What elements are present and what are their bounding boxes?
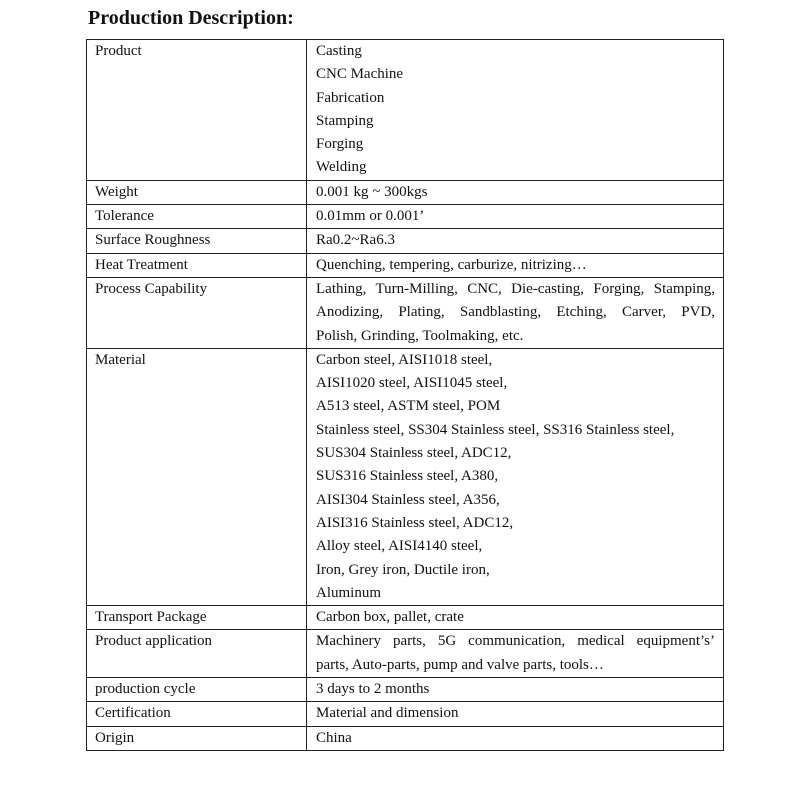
value-line: Iron, Grey iron, Ductile iron, <box>316 561 490 578</box>
row-label: Transport Package <box>87 606 307 630</box>
table-row <box>87 180 724 204</box>
page-title: Production Description: <box>88 7 294 29</box>
table-row <box>87 702 724 726</box>
value-line: Forging <box>316 136 364 153</box>
value-line: AISI316 Stainless steel, ADC12, <box>316 514 514 531</box>
row-value <box>307 180 724 204</box>
table-row <box>87 630 724 678</box>
row-label: Surface Roughness <box>87 229 307 253</box>
spec-table <box>86 39 724 751</box>
row-value <box>307 229 724 253</box>
value-line: Material and dimension <box>316 705 459 722</box>
value-line: Ra0.2~Ra6.3 <box>316 232 395 249</box>
spec-table-body <box>87 40 724 751</box>
value-line: parts, Auto-parts, pump and valve parts, tools… <box>316 656 604 673</box>
row-value <box>307 606 724 630</box>
row-value <box>307 702 724 726</box>
value-line: Polish, Grinding, Toolmaking, etc. <box>316 327 524 344</box>
value-line: Lathing, Turn-Milling, CNC, Die-casting, Forging, Stamping, <box>316 280 715 297</box>
table-row <box>87 205 724 229</box>
row-value <box>307 726 724 750</box>
row-value <box>307 205 724 229</box>
value-line: SUS316 Stainless steel, A380, <box>316 468 499 485</box>
row-value <box>307 678 724 702</box>
row-label: Process Capability <box>87 277 307 348</box>
row-label: Product <box>87 40 307 181</box>
row-value <box>307 348 724 605</box>
table-row <box>87 726 724 750</box>
value-line: CNC Machine <box>316 66 404 83</box>
row-label: Heat Treatment <box>87 253 307 277</box>
row-value <box>307 253 724 277</box>
value-line: Alloy steel, AISI4140 steel, <box>316 538 483 555</box>
table-row <box>87 606 724 630</box>
row-label: Tolerance <box>87 205 307 229</box>
value-line: Casting <box>316 43 362 59</box>
value-line: A513 steel, ASTM steel, POM <box>316 398 501 415</box>
value-line: Aluminum <box>316 584 382 601</box>
row-value <box>307 277 724 348</box>
row-value <box>307 40 724 181</box>
table-row <box>87 678 724 702</box>
value-line: Welding <box>316 159 367 176</box>
value-line: AISI304 Stainless steel, A356, <box>316 491 500 508</box>
table-row <box>87 229 724 253</box>
row-label: Weight <box>87 180 307 204</box>
row-label: Certification <box>87 702 307 726</box>
value-line: SUS304 Stainless steel, ADC12, <box>316 445 512 462</box>
row-label: Product application <box>87 630 307 678</box>
value-line: AISI1020 steel, AISI1045 steel, <box>316 375 508 392</box>
table-row <box>87 40 724 181</box>
value-line: China <box>316 729 352 746</box>
value-line: Fabrication <box>316 89 385 106</box>
value-line: 3 days to 2 months <box>316 681 430 698</box>
table-row <box>87 253 724 277</box>
value-line: Quenching, tempering, carburize, nitrizing… <box>316 256 587 273</box>
value-line: Stainless steel, SS304 Stainless steel, SS316 Stainless steel, <box>316 421 675 438</box>
row-label: production cycle <box>87 678 307 702</box>
value-line: Stamping <box>316 112 374 129</box>
row-label: Origin <box>87 726 307 750</box>
row-value <box>307 630 724 678</box>
value-line: Carbon box, pallet, crate <box>316 609 464 626</box>
row-label: Material <box>87 348 307 605</box>
value-line: 0.001 kg ~ 300kgs <box>316 183 428 200</box>
value-line: Anodizing, Plating, Sandblasting, Etching, Carver, PVD, <box>316 304 715 321</box>
value-line: 0.01mm or 0.001’ <box>316 208 425 225</box>
table-row <box>87 277 724 348</box>
value-line: Carbon steel, AISI1018 steel, <box>316 351 493 368</box>
table-row <box>87 348 724 605</box>
value-line: Machinery parts, 5G communication, medical equipment’s’ <box>316 633 715 650</box>
